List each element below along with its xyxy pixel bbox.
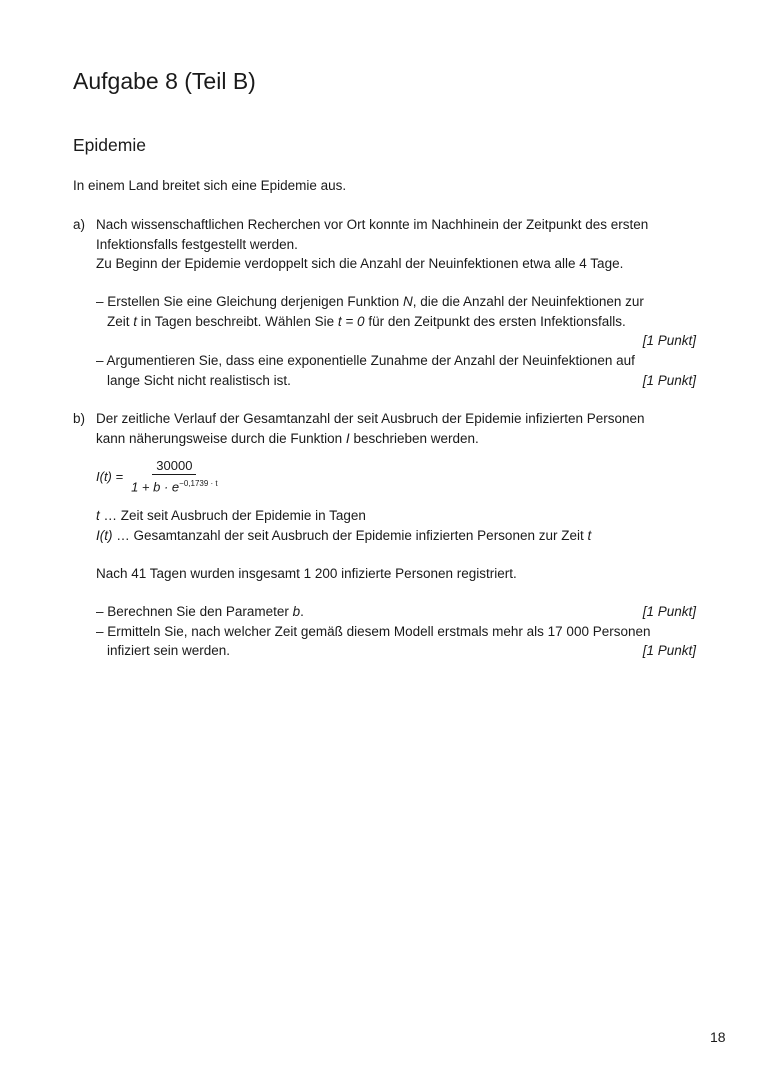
part-b-task-1: – Berechnen Sie den Parameter b. [1 Punkt] [96,602,696,622]
definition-I: I(t) … Gesamtanzahl der seit Ausbruch der Epidemie infizierten Personen zur Zeit t [96,527,592,543]
definitions [96,506,591,545]
part-a-task-1-line-1: – Erstellen Sie eine Gleichung derjenigen Funktion N, die die Anzahl der Neuinfektionen zur [96,294,644,309]
formula-denominator: $1 + b \cdot e^{-0,1739 \cdot t}$ [131,479,218,495]
formula-numerator: 30000 [152,458,196,475]
part-b-tasks [96,602,696,661]
part-a-label: a) [73,217,86,232]
definition-t: t … Zeit seit Ausbruch der Epidemie in Tagen [96,508,366,523]
part-a-line: Infektionsfalls festgestellt werden. [96,236,298,252]
formula-exponent: −0,1739 · t [179,479,218,488]
part-a-task-1-line-2: Zeit t in Tagen beschreibt. Wählen Sie t = 0 für den Zeitpunkt des ersten Infektionsfalls. [107,313,626,329]
part-a-task-2-line-2: lange Sicht nicht realistisch ist. [1 Punkt] [96,371,696,391]
formula-lhs: I(t) = [96,469,124,485]
formula [96,458,222,495]
section-title: Epidemie [73,135,146,155]
part-b-label: b) [73,411,86,426]
part-a-line: Nach wissenschaftlichen Recherchen vor Ort konnte im Nachhinein der Zeitpunkt des ersten [96,217,649,232]
points-label: [1 Punkt] [642,372,696,388]
formula-fraction [127,458,222,495]
page-number: 18 [710,1029,726,1045]
points-label: [1 Punkt] [642,604,696,619]
part-a-line: Zu Beginn der Epidemie verdoppelt sich die Anzahl der Neuinfektionen etwa alle 4 Tage. [96,256,624,271]
part-a-text [96,215,648,274]
page-title: Aufgabe 8 (Teil B) [73,68,256,94]
part-a-task-1 [96,292,696,351]
points-label: [1 Punkt] [642,643,696,658]
part-b-line-2: kann näherungsweise durch die Funktion I beschrieben werden. [96,430,479,446]
part-a-task-2-line-1: – Argumentieren Sie, dass eine exponentielle Zunahme der Anzahl der Neuinfektionen auf [96,353,635,368]
part-b-info: Nach 41 Tagen wurden insgesamt 1 200 infizierte Personen registriert. [96,566,517,581]
part-a-task-2 [96,351,696,390]
part-b-task-2-line-1: – Ermitteln Sie, nach welcher Zeit gemäß diesem Modell erstmals mehr als 17 000 Personen [96,623,651,639]
points-label: [1 Punkt] [642,333,696,348]
part-b-text [96,409,645,448]
part-b-line-1: Der zeitliche Verlauf der Gesamtanzahl der seit Ausbruch der Epidemie infizierten Personen [96,411,645,426]
intro-text: In einem Land breitet sich eine Epidemie aus. [73,178,347,193]
part-b-task-2-line-2: infiziert sein werden. [1 Punkt] [96,641,696,661]
